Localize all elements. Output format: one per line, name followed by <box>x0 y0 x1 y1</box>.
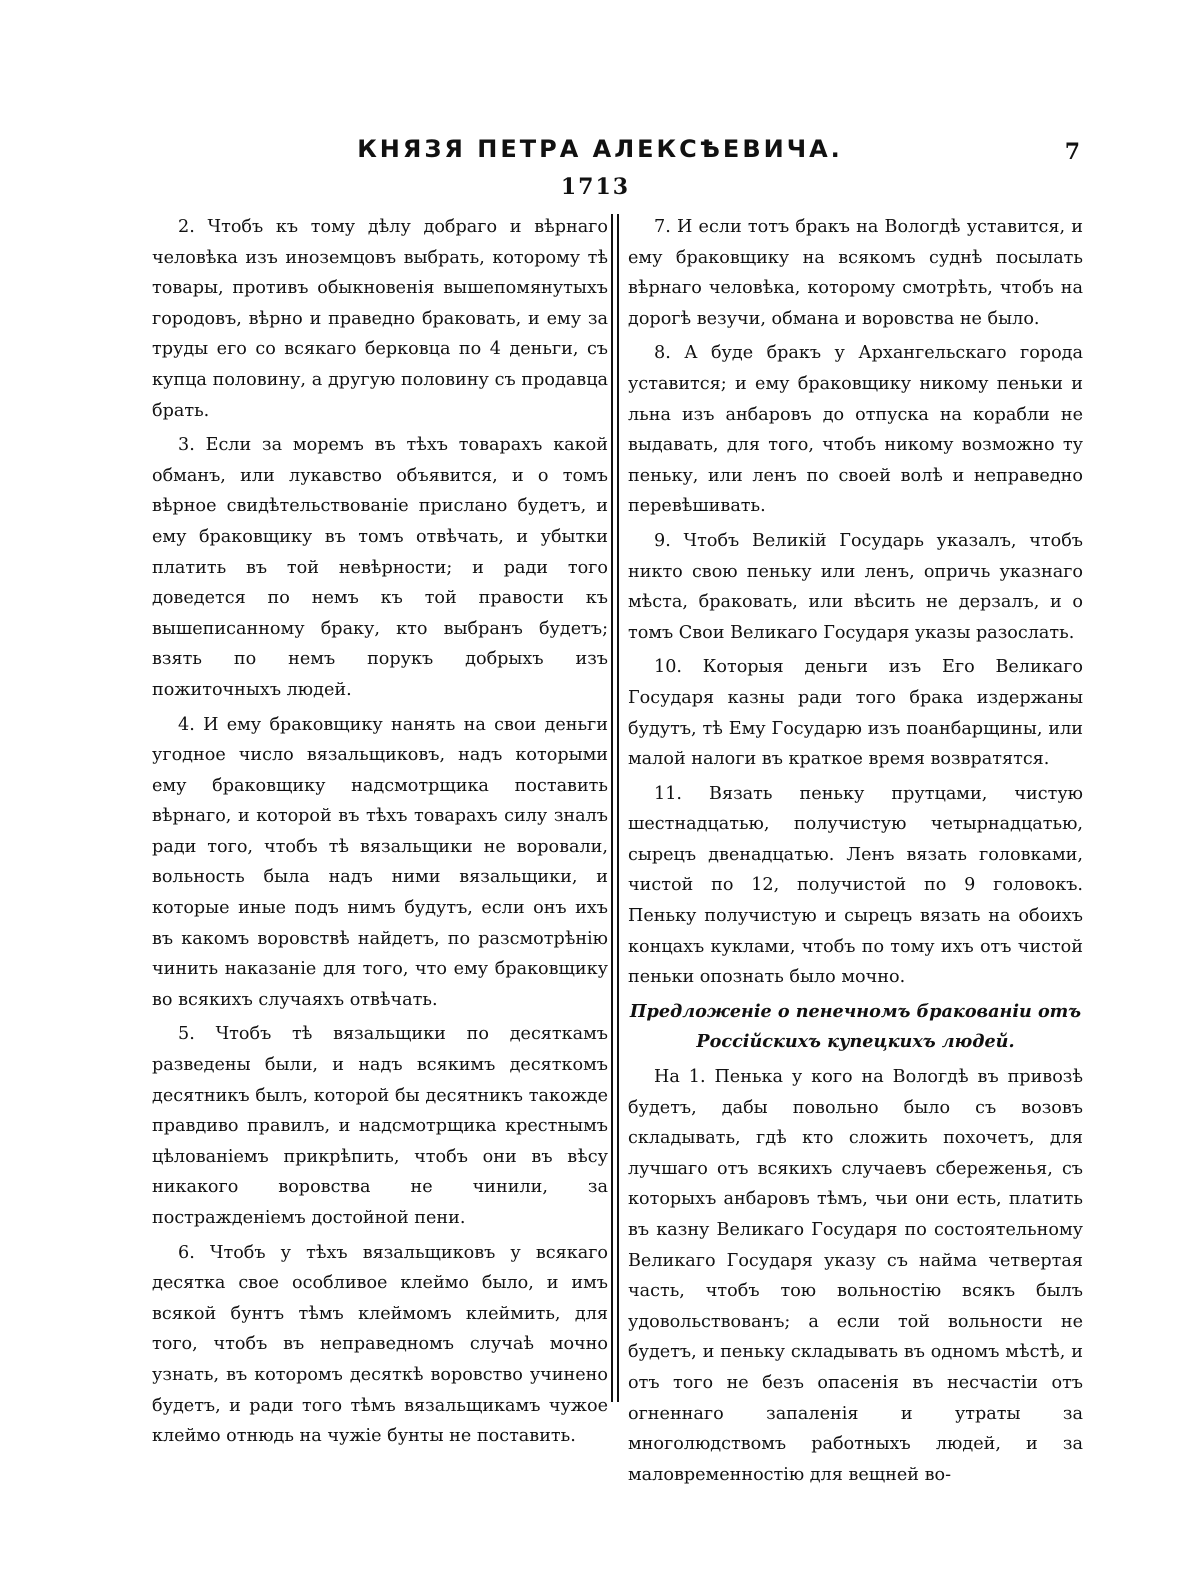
paragraph-8: 8. А буде бракъ у Архангельскаго города уставится; и ему браковщику никому пеньки и льна изъ анбаровъ до отпуска на корабли не выдавать, для того, чтобъ никому возможно ту пеньку, или ленъ по своей волѣ и неправедно перевѣшивать. <box>628 343 1083 517</box>
paragraph-6: 6. Чтобъ у тѣхъ вязальщиковъ у всякаго десятка свое особливое клеймо было, и имъ всякой бунтъ тѣмъ клеймомъ клеймить, для того, чтобъ въ неправедномъ случаѣ мочно узнать, въ которомъ десяткѣ воровство учинено будетъ, и ради того тѣмъ вязальщикамъ чужое клеймо отнюдь на чужіе бунты не поставить. <box>152 1242 608 1447</box>
paragraph-9: 9. Чтобъ Великій Государь указалъ, чтобъ никто свою пеньку или ленъ, опричь указнаго мѣста, браковать, или вѣсить не дерзалъ, и о томъ Свои Великаго Государя указы разослать. <box>628 530 1083 643</box>
left-column <box>152 212 608 1447</box>
paragraph-4: 4. И ему браковщику нанять на свои деньги угодное число вязальщиковъ, надъ которыми ему браковщику надсмотрщика поставить вѣрнаго, и которой въ тѣхъ товарахъ силу зналъ ради того, чтобъ тѣ вязальщики не воровали, вольность была надъ ними вязальщики, и которые иные подъ нимъ будутъ, если онъ ихъ въ какомъ воровствѣ найдетъ, по разсмотрѣнію чинить наказаніе для того, что ему браковщику во всякихъ случаяхъ отвѣчать. <box>152 714 608 1010</box>
section-heading: Предложеніе о пенечномъ бракованіи отъ Россійскихъ купецкихъ людей. <box>629 1000 1082 1053</box>
year-heading: 1713 <box>560 174 631 200</box>
paragraph-3: 3. Если за моремъ въ тѣхъ товарахъ какой обманъ, или лукавство объявится, и о томъ вѣрное свидѣтельствованіе прислано будетъ, и ему браковщику въ томъ отвѣчать, и убытки платить въ той невѣрности; и ради того доведется по немъ къ той правости къ вышеписанному браку, кто выбранъ будетъ; взять по немъ порукъ добрыхъ изъ пожиточныхъ людей. <box>152 435 608 700</box>
paragraph-5: 5. Чтобъ тѣ вязальщики по десяткамъ разведены были, и надъ всякимъ десяткомъ десятникъ былъ, которой бы десятникъ такожде правдиво правилъ, и надсмотрщика крестнымъ цѣлованіемъ прикрѣпить, чтобъ они въ вѣсу никакого воровства не чинили, за постражденіемъ достойной пени. <box>152 1024 608 1228</box>
page-header <box>120 135 1080 175</box>
paragraph-10: 10. Которыя деньги изъ Его Великаго Государя казны ради того брака издержаны будутъ, тѣ Ему Государю изъ поанбарщины, или малой налоги въ краткое время возвратятся. <box>628 657 1083 770</box>
column-divider <box>611 214 619 1402</box>
page-number: 7 <box>1064 139 1080 165</box>
paragraph-7: 7. И если тотъ бракъ на Вологдѣ уставится, и ему браковщику на всякомъ суднѣ посылать вѣрнаго человѣка, которому смотрѣть, чтобъ на дорогѣ везучи, обмана и воровства не было. <box>628 217 1083 329</box>
right-column <box>628 212 1083 1485</box>
paragraph-11: 11. Вязать пеньку прутцами, чистую шестнадцатью, получистую четырнадцатью, сырецъ двенадцатью. Ленъ вязать головками, чистой по 12, получистой по 9 головокъ. Пеньку получистую и сырецъ вязать на обоихъ концахъ куклами, чтобъ по тому ихъ отъ чистой пеньки опознать было мочно. <box>628 783 1083 988</box>
paragraph-na-1: На 1. Пенька у кого на Вологдѣ въ привозѣ будетъ, дабы повольно было съ возовъ складывать, гдѣ кто сложить похочетъ, для лучшаго отъ всякихъ случаевъ сбереженья, съ которыхъ анбаровъ тѣмъ, чьи они есть, платить въ казну Великаго Государя по состоятельному Великаго Государя указу съ найма четвертая часть, чтобъ тою вольностію всякъ былъ удовольствованъ; а если той вольности не будетъ, и пеньку складывать въ одномъ мѣстѣ, и отъ того не безъ опасенія въ несчастіи отъ огненнаго запаленія и утраты за многолюдствомъ работныхъ людей, и за маловременностію для вещней во- <box>628 1067 1083 1485</box>
paragraph-2: 2. Чтобъ къ тому дѣлу добраго и вѣрнаго человѣка изъ иноземцовъ выбрать, которому тѣ товары, противъ обыкновенія вышепомянутыхъ городовъ, вѣрно и праведно браковать, и ему за труды его со всякаго берковца по 4 деньги, съ купца половину, а другую половину съ продавца брать. <box>152 217 608 421</box>
running-title: КНЯЗЯ ПЕТРА АЛЕКСѢЕВИЧА. <box>357 135 843 163</box>
